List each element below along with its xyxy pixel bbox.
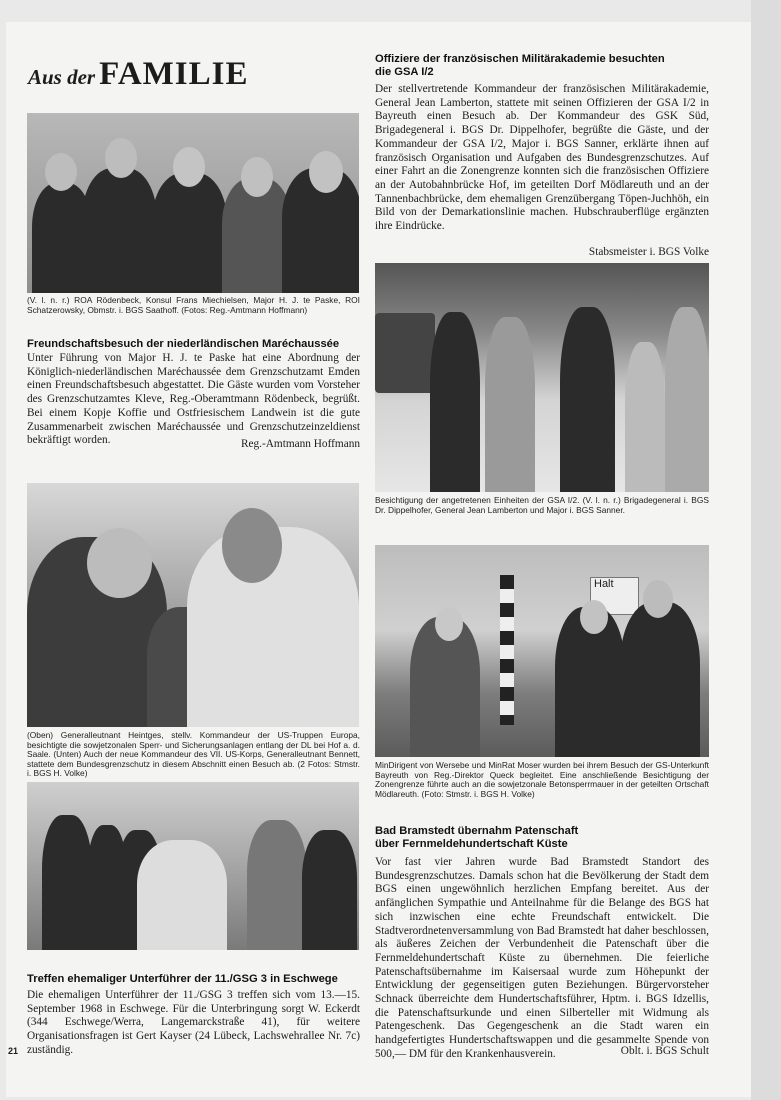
- article-body: Die ehemaligen Unterführer der 11./GSG 3 treffen sich vom 13.—15. September 1968 in Eschwege. Für die Unterbringung sorgt W. Eckerdt (344 Eschwege/Werra, Langemarckstraße 41), für weitere Organisationsfragen ist Gert Kayser (24 Lübeck, Lachswehrallee Nr. 7c) zuständig.: [27, 989, 360, 1056]
- article-author: Oblt. i. BGS Schult: [620, 1045, 709, 1057]
- photo-french-officers: [375, 263, 709, 492]
- section-title-prefix: Aus der: [28, 65, 96, 89]
- halt-sign-text: Halt: [594, 578, 614, 590]
- photo-caption: (V. l. n. r.) ROA Rödenbeck, Konsul Frans Miechielsen, Major H. J. te Paske, ROI Schatzerowsky, Obmstr. i. BGS Saathoff. (Fotos: Reg.-Amtmann Hoffmann): [27, 295, 360, 315]
- article-body: Der stellvertretende Kommandeur der französischen Militärakademie, General Jean Lamberton, stattete mit seinen Offizieren der GSA I/2 in Bayreuth einen Besuch ab. Der Kommandeur des GSK Süd, Brigadegeneral i. BGS Dr. Dippelhofer, begrüßte die Gäste, und der Kommandeur der GSA I/2, Major i. BGS Sanner, erklärte ihnen auf französisch Organisation und Aufgaben des Bundesgrenzschutzes. Auf einer Fahrt an die Zonengrenze konnten sich die französischen Offiziere an der Autobahnbrücke Hof, im geteilten Dorf Mödlareuth und an der Tannenbachbrücke, dem ehemaligen Grenzübergang Töpen-Juchhöh, ein Bild von der Demarkationslinie machen. Hubschrauberflüge ergänzten ihre Eindrücke.: [375, 83, 709, 233]
- article-heading: Offiziere der französischen Militärakademie besuchten die GSA I/2: [375, 53, 665, 78]
- photo-caption: (Oben) Generalleutnant Heintges, stellv. Kommandeur der US-Truppen Europa, besichtigte die sowjetzonalen Sperr- und Sicherungsanlagen entlang der DL bei Hof a. d. Saale. (Unten) Auch der neue Kommandeur des VII. US-Korps, Generalleutnant Bennett, stattete dem Bundesgrenzschutz in diesem Abschnitt einen Besuch ab. (2 Fotos: Stmstr. i. BGS H. Volke): [27, 730, 360, 779]
- page-number: 21: [8, 1046, 19, 1056]
- article-body: Vor fast vier Jahren wurde Bad Bramstedt Standort des Bundesgrenzschutzes. Damals schon hat die Bevölkerung der Stadt dem BGS einen ungewöhnlich herzlichen Empfang bereitet. Aus der anfänglichen Sympathie und Anteilnahme für die Belange des BGS hat sich inzwischen eine echte Freundschaft entwickelt. Die Stadtverordnetenversammlung von Bad Bramstedt hat daher beschlossen, als äußeres Zeichen der Verbundenheit die Patenschaft über die Fernmeldehundertschaft Küste zu übernehmen. Die feierliche Patenschaftsübernahme im Kaisersaal wurde zum Höhepunkt der Entwicklung der gegenseitigen guten Beziehungen. Bürgervorsteher Schnack überreichte dem Hundertschaftsführer, Hptm. i. BGS Idzellis, die Patenschaftsurkunde und einen Silberteller mit Widmung als Patengeschenk. Das Gegengeschenk an die Stadt waren ein handgefertigtes Hundertschaftswappen und die gesammelte Spende von 500,— DM für den Krankenhausverein.: [375, 856, 709, 1060]
- photo-moedlareuth-wall: [375, 545, 709, 757]
- photo-caption: MinDirigent von Wersebe und MinRat Moser wurden bei ihrem Besuch der GS-Unterkunft Bayreuth von Reg.-Direktor Queck begleitet. Eine anschließende Besichtigung der Zonengrenze führte auch an die sowjetzonale Betonsperrmauer in der geteilten Ortschaft Mödlareuth. (Foto: Stmstr. i. BGS H. Volke): [375, 760, 709, 799]
- article-author: Stabsmeister i. BGS Volke: [588, 246, 709, 258]
- scan-edge: [751, 0, 781, 1100]
- photo-dutch-delegation: [27, 113, 359, 293]
- article-heading: Treffen ehemaliger Unterführer der 11./GSG 3 in Eschwege: [27, 973, 338, 985]
- section-title-main: FAMILIE: [99, 56, 249, 92]
- article-heading: Bad Bramstedt übernahm Patenschaft über Fernmeldehundertschaft Küste: [375, 825, 579, 850]
- photo-general-bennett: [27, 782, 359, 950]
- photo-general-heintges: [27, 483, 359, 727]
- photo-caption: Besichtigung der angetretenen Einheiten der GSA I/2. (V. l. n. r.) Brigadegeneral i. BGS Dr. Dippelhofer, General Jean Lamberton und Major i. BGS Sanner.: [375, 495, 709, 515]
- article-body: Unter Führung von Major H. J. te Paske hat eine Abordnung der Königlich-niederländischen Maréchaussée dem Grenzschutzamt Emden einen Freundschaftsbesuch abgestattet. Die Gäste wurden vom Vorsteher des Grenzschutzamtes Kleve, Reg.-Oberamtmann Rödenbeck, begrüßt. Bei einem Kopje Koffie und Ostfriesischem Landwein ist die gute Zusammenarbeit zwischen Maréchaussée und Grenzschutzeinzeldienst bekräftigt worden.: [27, 352, 360, 447]
- section-title: [28, 56, 249, 93]
- article-author: Reg.-Amtmann Hoffmann: [240, 438, 360, 450]
- article-heading: Freundschaftsbesuch der niederländischen Maréchaussée: [27, 338, 340, 350]
